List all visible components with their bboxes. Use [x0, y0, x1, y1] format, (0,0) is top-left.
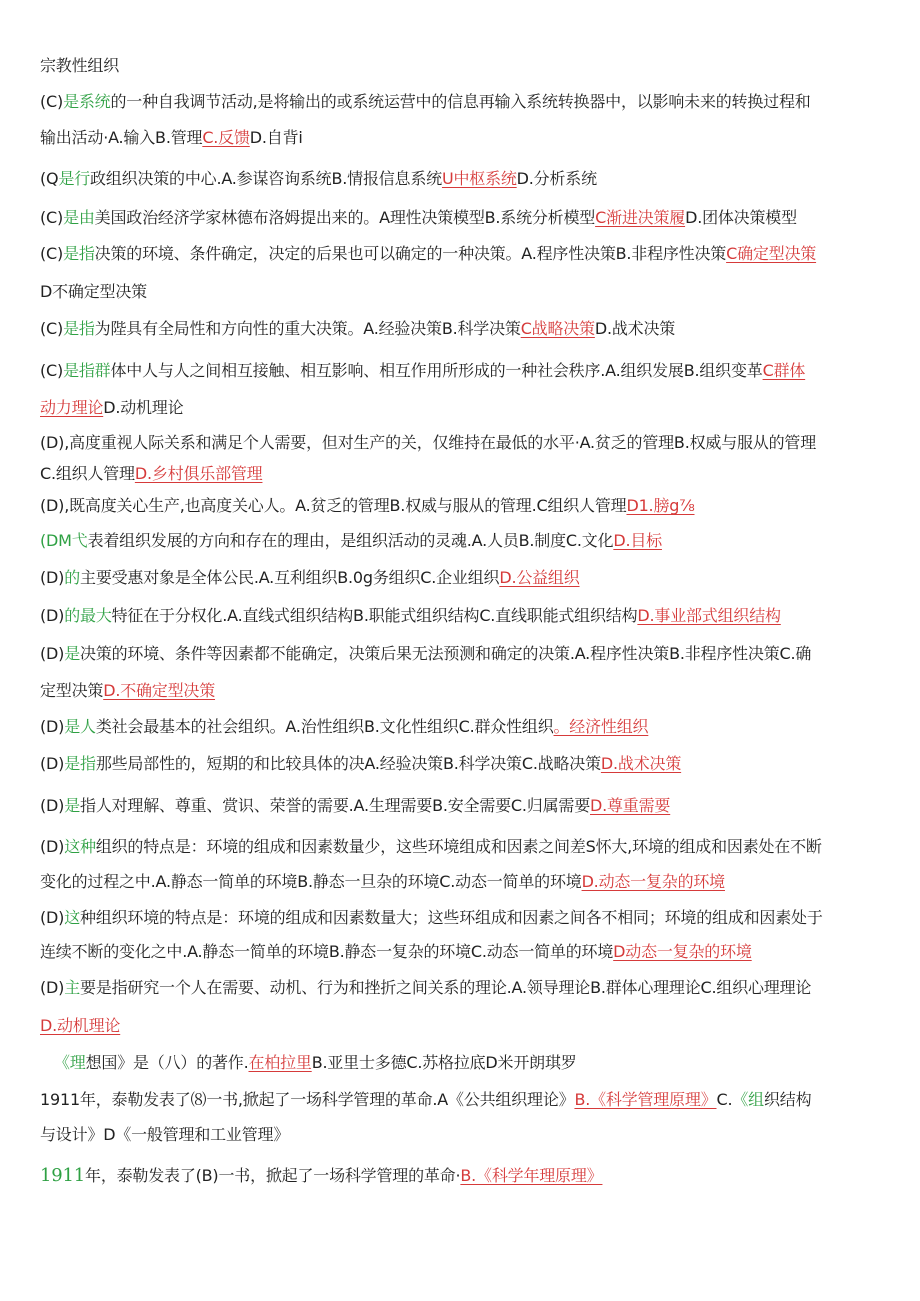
highlight-text: 是 — [64, 644, 81, 663]
text-line — [40, 871, 890, 893]
answer-text: D.战术决策 — [600, 754, 682, 773]
highlight-text: 《理 — [54, 1053, 86, 1072]
text-line — [40, 643, 890, 665]
highlight-text: 1911 — [40, 1165, 86, 1186]
line-text: D.分析系统 — [516, 169, 597, 188]
answer-text: C.反馈 — [202, 128, 250, 147]
line-text: (C) — [40, 319, 64, 338]
text-line — [40, 318, 890, 340]
line-text: 的一种自我调节活动,是将输出的或系统运营中的信息再输入系统转换器中，以影响未来的转换过程和 — [110, 92, 811, 111]
highlight-text: 这 — [64, 908, 81, 927]
line-text: 连续不断的变化之中.A.静态一简单的环境B.静态一复杂的环境C.动态一简单的环境 — [40, 942, 614, 961]
text-line — [40, 907, 890, 929]
answer-text: D.动态一复杂的环境 — [581, 872, 725, 891]
line-text: C. — [716, 1090, 733, 1109]
highlight-text: 是指 — [63, 244, 95, 263]
line-text: (D) — [40, 908, 65, 927]
line-text: 美国政治经济学家林德布洛姆提出来的。A理性决策模型B.系统分析模型 — [94, 208, 596, 227]
answer-text: C群体 — [762, 361, 806, 380]
line-text: 组织的特点是：环境的组成和因素数量少，这些环境组成和因素之间差S怀大,环境的组成和因素处在不断 — [95, 837, 822, 856]
highlight-text: 的 — [64, 568, 81, 587]
text-line — [40, 463, 890, 485]
highlight-text: 是指 — [64, 754, 96, 773]
answer-text: 动力理论 — [40, 398, 104, 417]
line-text: (D) — [40, 978, 65, 997]
line-text: 为陛具有全局性和方向性的重大决策。A.经验决策B.科学决策 — [94, 319, 521, 338]
line-text: (D) — [40, 754, 65, 773]
highlight-text: 这种 — [64, 837, 96, 856]
highlight-text: 的最大 — [64, 606, 112, 625]
line-text: 体中人与人之间相互接触、相互影响、相互作用所形成的一种社会秩序.A.组织发展B.组织变革 — [110, 361, 763, 380]
line-text: D.团体决策模型 — [685, 208, 797, 227]
answer-text: B.《科学管理原理》 — [574, 1090, 717, 1109]
text-line — [54, 1052, 890, 1074]
line-text: 1911年，泰勒发表了⑻一书,掀起了一场科学管理的革命.A《公共组织理论》 — [40, 1090, 575, 1109]
line-text: D.动机理论 — [103, 398, 184, 417]
highlight-text: 是指群 — [63, 361, 111, 380]
line-text: (D),既高度关心生产,也高度关心人。A.贫乏的管理B.权威与服从的管理.C组织人管理 — [40, 496, 627, 515]
line-text: 主要受惠对象是全体公民.A.互利组织B.0g务组织C.企业组织 — [80, 568, 500, 587]
line-text: 决策的环境、条件等因素都不能确定，决策后果无法预测和确定的决策.A.程序性决策B.非程序性决策C.确 — [80, 644, 812, 663]
text-line — [40, 243, 890, 265]
highlight-text: (DM弋 — [40, 531, 88, 550]
line-text: 决策的环境、条件确定，决定的后果也可以确定的一种决策。A.程序性决策B.非程序性决策 — [94, 244, 727, 263]
text-line — [40, 795, 890, 817]
line-text: (C) — [40, 244, 64, 263]
answer-text: D.公益组织 — [499, 568, 580, 587]
answer-text: C战略决策 — [520, 319, 595, 338]
line-text: D不确定型决策 — [40, 282, 147, 301]
answer-text: D.动机理论 — [40, 1016, 121, 1035]
answer-text: D.事业部式组织结构 — [637, 606, 781, 625]
highlight-text: 《组 — [732, 1090, 764, 1109]
line-text: 种组织环境的特点是：环境的组成和因素数量大；这些环组成和因素之间各不相同；环境的组成和因素处于 — [80, 908, 823, 927]
line-text: 想国》是（八）的著作. — [85, 1053, 249, 1072]
line-text: (D) — [40, 644, 65, 663]
line-text: 表着组织发展的方向和存在的理由，是组织活动的灵魂.A.人员B.制度C.文化 — [87, 531, 614, 550]
highlight-text: 是指 — [63, 319, 95, 338]
text-line — [40, 680, 890, 702]
answer-text: D1.膀g⅞ — [626, 496, 695, 515]
text-line — [40, 836, 890, 858]
line-text: (D),高度重视人际关系和满足个人需要，但对生产的关，仅维持在最低的水平·A.贫乏的管理B.权威与服从的管理 — [40, 433, 816, 452]
line-text: 宗教性组织 — [40, 56, 120, 75]
answer-text: U中枢系统 — [441, 169, 517, 188]
highlight-text: 是行 — [58, 169, 91, 188]
line-text: (D) — [40, 796, 65, 815]
text-line — [40, 281, 890, 303]
text-line — [40, 1165, 890, 1187]
text-line — [40, 495, 890, 517]
text-line — [40, 530, 890, 552]
highlight-text: 是 — [64, 796, 81, 815]
text-line — [40, 55, 890, 77]
line-text: B.亚里士多德C.苏格拉底D米开朗琪罗 — [311, 1053, 577, 1072]
answer-text: D动态一复杂的环境 — [613, 942, 752, 961]
line-text: 与设计》D《一般管理和工业管理》 — [40, 1125, 290, 1144]
line-text: D.战术决策 — [594, 319, 676, 338]
line-text: 输出活动·A.输入B.管理 — [40, 128, 203, 147]
answer-text: 。经济性组织 — [553, 717, 649, 736]
line-text: C.组织人管理 — [40, 464, 135, 483]
text-line — [40, 1015, 890, 1037]
text-line — [40, 753, 890, 775]
line-text: 指人对理解、尊重、赏识、荣誉的需要.A.生理需要B.安全需要C.归属需要 — [80, 796, 590, 815]
answer-text: D.尊重需要 — [590, 796, 671, 815]
highlight-text: 是由 — [63, 208, 95, 227]
highlight-text: 是人 — [64, 717, 96, 736]
line-text: 变化的过程之中.A.静态一简单的环境B.静态一旦杂的环境C.动态一简单的环境 — [40, 872, 582, 891]
text-line — [40, 567, 890, 589]
line-text: 年，泰勒发表了(B)一书，掀起了一场科学管理的革命· — [85, 1166, 461, 1185]
text-line — [40, 360, 890, 382]
answer-text: D.乡村俱乐部管理 — [134, 464, 263, 483]
answer-text: D.目标 — [613, 531, 662, 550]
text-line — [40, 941, 890, 963]
line-text: 要是指研究一个人在需要、动机、行为和挫折之间关系的理论.A.领导理论B.群体心理理论C.组织心理理论 — [80, 978, 812, 997]
answer-text: B.《科学年理原理》 — [460, 1166, 603, 1185]
highlight-text: 主 — [64, 978, 81, 997]
text-line — [40, 168, 890, 190]
line-text: (D) — [40, 568, 65, 587]
text-line — [40, 1124, 890, 1146]
line-text: 类社会最基本的社会组织。A.治性组织B.文化性组织C.群众性组织 — [95, 717, 554, 736]
line-text: 定型决策 — [40, 681, 104, 700]
line-text: (C) — [40, 361, 64, 380]
line-text: (D) — [40, 837, 65, 856]
answer-text: D.不确定型决策 — [103, 681, 216, 700]
text-line — [40, 716, 890, 738]
line-text: D.自背i — [249, 128, 303, 147]
line-text: 特征在于分权化.A.直线式组织结构B.职能式组织结构C.直线职能式组织结构 — [111, 606, 638, 625]
text-line — [40, 977, 890, 999]
line-text: (D) — [40, 717, 65, 736]
text-line — [40, 397, 890, 419]
line-text: (D) — [40, 606, 65, 625]
answer-text: C渐进决策履 — [595, 208, 686, 227]
line-text: 那些局部性的，短期的和比较具体的决A.经验决策B.科学决策C.战略决策 — [95, 754, 601, 773]
answer-text: C确定型决策 — [726, 244, 817, 263]
highlight-text: 是系统 — [63, 92, 111, 111]
line-text: (C) — [40, 208, 64, 227]
text-line — [40, 1089, 890, 1111]
answer-text: 在柏拉里 — [248, 1053, 312, 1072]
text-line — [40, 127, 890, 149]
line-text: 政组织决策的中心.A.参谋咨询系统B.情报信息系统 — [90, 169, 442, 188]
line-text: 织结构 — [763, 1090, 812, 1109]
text-line — [40, 207, 890, 229]
line-text: (C) — [40, 92, 64, 111]
text-line — [40, 605, 890, 627]
line-text: (Q — [40, 169, 59, 188]
text-line — [40, 432, 890, 454]
text-line — [40, 91, 890, 113]
